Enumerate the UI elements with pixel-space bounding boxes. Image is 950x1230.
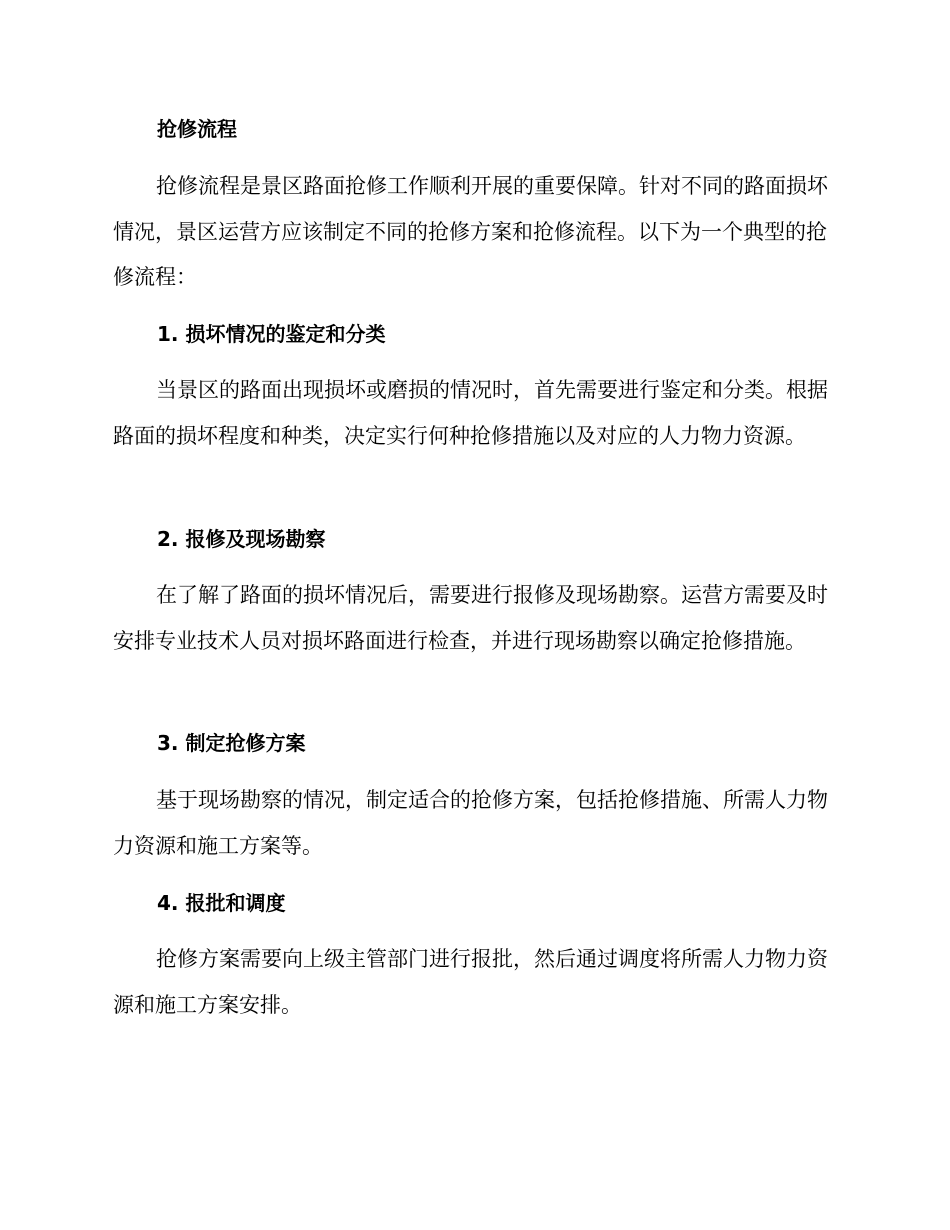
intro-paragraph: 抢修流程是景区路面抢修工作顺利开展的重要保障。针对不同的路面损坏情况，景区运营方应该制定不同的抢修方案和抢修流程。以下为一个典型的抢修流程：	[113, 174, 828, 289]
section-3-body: 基于现场勘察的情况，制定适合的抢修方案，包括抢修措施、所需人力物力资源和施工方案等。	[113, 788, 828, 858]
section-4-body: 抢修方案需要向上级主管部门进行报批，然后通过调度将所需人力物力资源和施工方案安排。	[113, 947, 828, 1017]
section-4-heading: 4. 报批和调度	[157, 891, 286, 915]
section-1-heading: 1. 损坏情况的鉴定和分类	[157, 322, 386, 346]
section-2-heading: 2. 报修及现场勘察	[157, 527, 326, 551]
section-3-heading: 3. 制定抢修方案	[157, 731, 306, 755]
section-2-body: 在了解了路面的损坏情况后，需要进行报修及现场勘察。运营方需要及时安排专业技术人员对损坏路面进行检查，并进行现场勘察以确定抢修措施。	[113, 583, 828, 653]
section-1-body: 当景区的路面出现损坏或磨损的情况时，首先需要进行鉴定和分类。根据路面的损坏程度和种类，决定实行何种抢修措施以及对应的人力物力资源。	[113, 378, 828, 448]
document-title: 抢修流程	[157, 117, 237, 141]
